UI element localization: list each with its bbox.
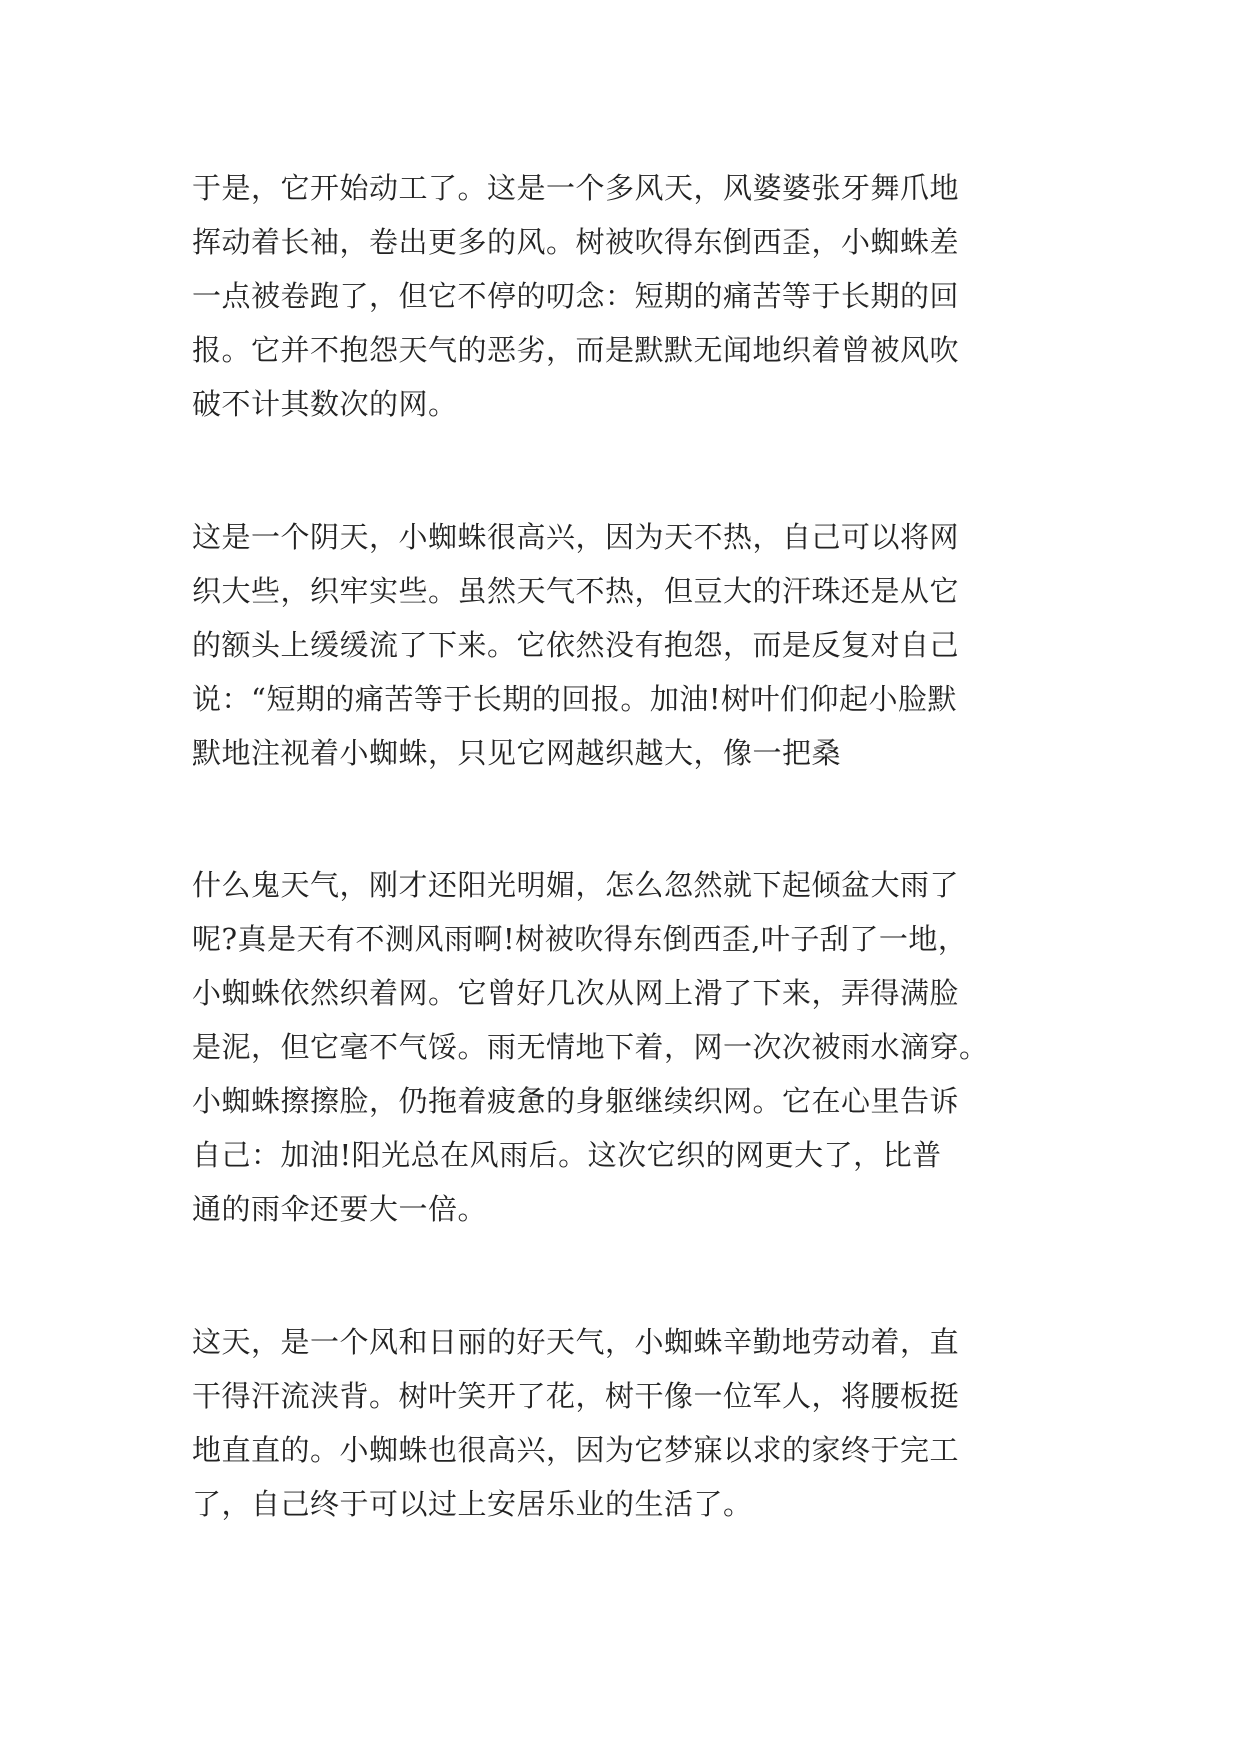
text-line: 这是一个阴天，小蜘蛛很高兴，因为天不热，自己可以将网 <box>192 520 960 554</box>
text-line: 说：“短期的痛苦等于长期的回报。加油!树叶们仰起小脸默 <box>192 682 957 716</box>
text-line: 于是，它开始动工了。这是一个多风天，风婆婆张牙舞爪地 <box>192 171 960 205</box>
text-line: 挥动着长袖，卷出更多的风。树被吹得东倒西歪，小蜘蛛差 <box>192 225 960 259</box>
text-line: 织大些，织牢实些。虽然天气不热，但豆大的汗珠还是从它 <box>192 574 960 608</box>
text-line: 这天，是一个风和日丽的好天气，小蜘蛛辛勤地劳动着，直 <box>192 1325 960 1359</box>
text-line: 了，自己终于可以过上安居乐业的生活了。 <box>192 1487 753 1521</box>
text-line: 小蜘蛛擦擦脸，仍拖着疲惫的身躯继续织网。它在心里告诉 <box>192 1084 960 1118</box>
text-line: 报。它并不抱怨天气的恶劣，而是默默无闻地织着曾被风吹 <box>192 333 960 367</box>
text-line: 干得汗流浃背。树叶笑开了花，树干像一位军人，将腰板挺 <box>192 1379 960 1413</box>
text-line: 呢?真是天有不测风雨啊!树被吹得东倒西歪,叶子刮了一地， <box>192 922 968 956</box>
text-line: 的额头上缓缓流了下来。它依然没有抱怨，而是反复对自己 <box>192 628 960 662</box>
text-line: 自己：加油!阳光总在风雨后。这次它织的网更大了，比普 <box>192 1138 942 1172</box>
paragraph-4 <box>192 1315 1072 1531</box>
text-line: 地直直的。小蜘蛛也很高兴，因为它梦寐以求的家终于完工 <box>192 1433 960 1467</box>
text-line: 小蜘蛛依然织着网。它曾好几次从网上滑了下来，弄得满脸 <box>192 976 960 1010</box>
text-line: 破不计其数次的网。 <box>192 387 458 421</box>
text-line: 通的雨伞还要大一倍。 <box>192 1192 488 1226</box>
paragraph-3 <box>192 858 1072 1236</box>
text-line: 一点被卷跑了，但它不停的叨念：短期的痛苦等于长期的回 <box>192 279 960 313</box>
paragraph-1 <box>192 161 1072 431</box>
paragraph-2 <box>192 510 1072 780</box>
text-line: 什么鬼天气，刚才还阳光明媚，怎么忽然就下起倾盆大雨了 <box>192 868 960 902</box>
text-line: 默地注视着小蜘蛛，只见它网越织越大，像一把桑 <box>192 736 842 770</box>
text-line: 是泥，但它毫不气馁。雨无情地下着，网一次次被雨水滴穿。 <box>192 1030 989 1064</box>
